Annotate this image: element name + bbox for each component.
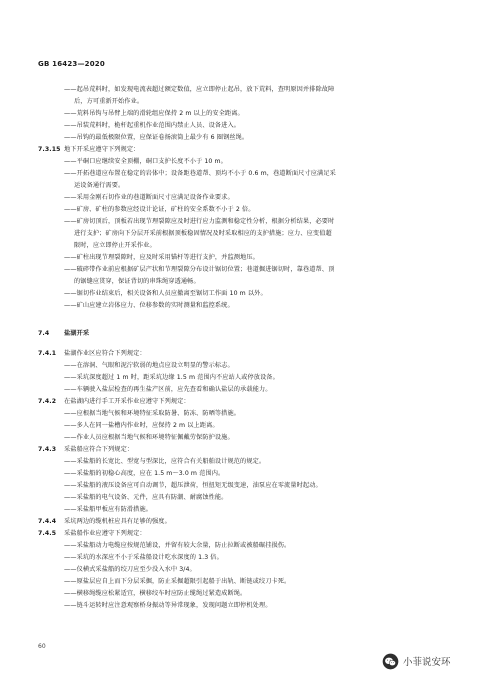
wechat-icon: [382, 653, 399, 670]
text-line: [64, 458, 265, 466]
clause-number: 7.4.1: [38, 350, 57, 357]
text-line: [64, 194, 234, 202]
line-text: ——矿山应建立岩体应力、位移参数的实时测量和监控系统。: [64, 302, 234, 309]
text-line: [64, 86, 334, 94]
text-line: [64, 134, 248, 142]
clause-number: 7.4.4: [38, 518, 57, 525]
line-text: ——采盐船的液压设备应可自动调节，超压泄荷，恒扭矩无级变速，油泵应在零流量时起动。: [64, 482, 322, 489]
page-number: 60: [38, 643, 46, 650]
line-text: ——作业人员应根据当地气候和环境特征佩戴劳保防护设施。: [64, 434, 234, 441]
line-text: ——采盐船的电气设备、元件，应具有防潮、耐腐蚀性能。: [64, 494, 228, 501]
line-text: ——矿房切顶后，顶板若出现节理裂隙应及时进行应力监测和稳定性分析，根据分析结果，必要时: [64, 218, 335, 225]
clause-number: 7.4.5: [38, 530, 57, 537]
line-text: ——吊装荒料时，桅杆起重机作业范围内禁止人员、设备进入。: [64, 122, 241, 129]
line-text: 运设备通行需要。: [74, 182, 125, 189]
line-text: 采盐船作业应遵守下列规定：: [64, 530, 146, 537]
line-text: 地下开采应遵守下列规定：: [64, 146, 140, 153]
section-title: 盐湖开采: [64, 330, 90, 337]
text-line: [64, 506, 152, 514]
text-line: [64, 302, 234, 310]
text-line: [64, 554, 223, 562]
text-line: [64, 386, 272, 394]
line-text: ——荒料吊钩与吊臂上端的滑轮组应保持 2 m 以上的安全距离。: [64, 110, 244, 117]
text-line: [64, 578, 290, 586]
text-line: [64, 158, 227, 166]
text-line: [64, 206, 255, 214]
line-text: ——仪横式采盐船的绞刀应至少没入水中 3/4。: [64, 566, 196, 573]
line-text: ——采盐船的长宽比、型宽与型深比，应符合有关船舶设计规范的规定。: [64, 458, 266, 465]
line-text: ——矿柱出现节理裂隙时，应及时采用锚杆等进行支护，并监测地压。: [64, 254, 259, 261]
clause-line: [38, 530, 146, 538]
line-text: ——采坑的水深应不小于采盐船设计吃水深度的 1.3 倍。: [64, 554, 223, 561]
text-line: [64, 254, 259, 262]
clause-number: 7.4: [38, 330, 50, 337]
watermark: [382, 652, 451, 670]
text-line: [64, 362, 234, 370]
line-text: ——锯切作业结束后，相关设备和人员应撤离至锯切工作面 10 m 以外。: [64, 290, 267, 297]
text-line: [74, 182, 124, 190]
line-text: ——采用金刚石切作业的巷道断面尺寸应满足设备作业要求。: [64, 194, 234, 201]
clause-number: 7.3.15: [38, 146, 61, 153]
text-line: [64, 266, 334, 274]
text-line: [64, 374, 279, 382]
line-text: 的锯缝应贯穿，保证背切的串珠绳穿透通畅。: [74, 278, 200, 285]
text-line: [64, 566, 196, 574]
line-text: ——在溶洞、气眼和泥泞软弱的地点应设立明显的警示标志。: [64, 362, 234, 369]
line-text: ——采盐船的初稳心高度，应在 1.5 m～3.0 m 范围内。: [64, 470, 225, 477]
text-line: [64, 122, 240, 130]
line-text: ——采盐船甲板应有防滑措施。: [64, 506, 153, 513]
text-line: [64, 482, 322, 490]
line-text: 采盐船应符合下列规定：: [64, 446, 134, 453]
text-line: [74, 98, 143, 106]
text-line: [64, 590, 246, 598]
text-line: [64, 110, 244, 118]
text-line: [64, 542, 290, 550]
line-text: 盐湖作业区应符合下列规定：: [64, 350, 146, 357]
line-text: ——车辆驶入盐层检查的再生盐产区前，应先查看和确认盐层的承载能力。: [64, 386, 272, 393]
line-text: 进行支护；矿房向下分层开采前根据顶板稳固情况及时采取相应的支护措施；应力、应变值超: [74, 230, 332, 237]
text-line: [64, 290, 267, 298]
line-text: ——吊钩的最低极限位置，应保证卷扬滚筒上最少有 6 圈钢丝绳。: [64, 134, 249, 141]
line-text: 在盐湖内进行手工开采作业应遵守下列规定：: [64, 398, 190, 405]
line-text: 限时，应立即停止开采作业。: [74, 242, 156, 249]
clause-number: 7.4.3: [38, 446, 57, 453]
clause-line: [38, 330, 89, 338]
line-text: 采坑两边的缆机桩应具有足够的强度。: [64, 518, 171, 525]
text-line: [64, 434, 234, 442]
watermark-text: 小菲说安环: [403, 657, 451, 668]
line-text: ——矿房、矿柱的参数应经设计论证，矿柱的安全系数不小于 2 倍。: [64, 206, 255, 213]
line-text: 后，方可重新开始作业。: [74, 98, 144, 105]
text-line: [74, 230, 332, 238]
standard-number: GB 16423—2020: [38, 60, 105, 68]
clause-line: [38, 350, 146, 358]
text-line: [64, 422, 219, 430]
line-text: ——破碎带作业前应根据矿层产状和节理裂隙分布设计锯切位置；巷道掘进锯切时，靠巷道帮、顶: [64, 266, 335, 273]
clause-line: [38, 398, 190, 406]
clause-line: [38, 146, 139, 154]
line-text: ——开拓巷道应布置在稳定的岩体中；设备距巷道帮、顶均不小于 0.6 m，巷道断面尺寸应满足采: [64, 170, 336, 177]
clause-number: 7.4.2: [38, 398, 57, 405]
line-text: ——多人在同一盐槽内作业时，应保持 2 m 以上距离。: [64, 422, 219, 429]
text-line: [74, 278, 200, 286]
page-header: [38, 60, 105, 68]
line-text: ——起吊荒料时，如发现电流表超过额定数值，应立即停止起吊，放下荒料，查明原因并排除故障: [64, 86, 335, 93]
text-line: [74, 242, 156, 250]
text-line: [64, 602, 272, 610]
text-line: [64, 218, 334, 226]
line-text: ——采盐船动力电缆应按规范铺设，并留有较大余量，防止拉断或被船碾挂损伤。: [64, 542, 291, 549]
text-line: [64, 410, 240, 418]
line-text: ——原盐层应自上而下分层采掘，防止采掘超限引起船于出轨、断链或绞刀卡死。: [64, 578, 291, 585]
line-text: ——平硐口应继续安全顶棚，硐口支护长度不小于 10 m。: [64, 158, 227, 165]
clause-line: [38, 518, 171, 526]
text-line: [64, 494, 227, 502]
line-text: ——采坑深度超过 1 m 时，距采坑边缘 1.5 m 范围内不应站人或停放设备。: [64, 374, 279, 381]
line-text: ——横移绳缆应松紧适宜，横移绞车时应防止缆绳过紧造成断绳。: [64, 590, 247, 597]
text-line: [64, 170, 336, 178]
line-text: ——链斗运转时应注意观察桥身振动等异常现象，发现问题立即停机处理。: [64, 602, 272, 609]
clause-line: [38, 446, 133, 454]
text-line: [64, 470, 224, 478]
line-text: ——应根据当地气候和环境特征采取防暑、防冻、防晒等措施。: [64, 410, 241, 417]
